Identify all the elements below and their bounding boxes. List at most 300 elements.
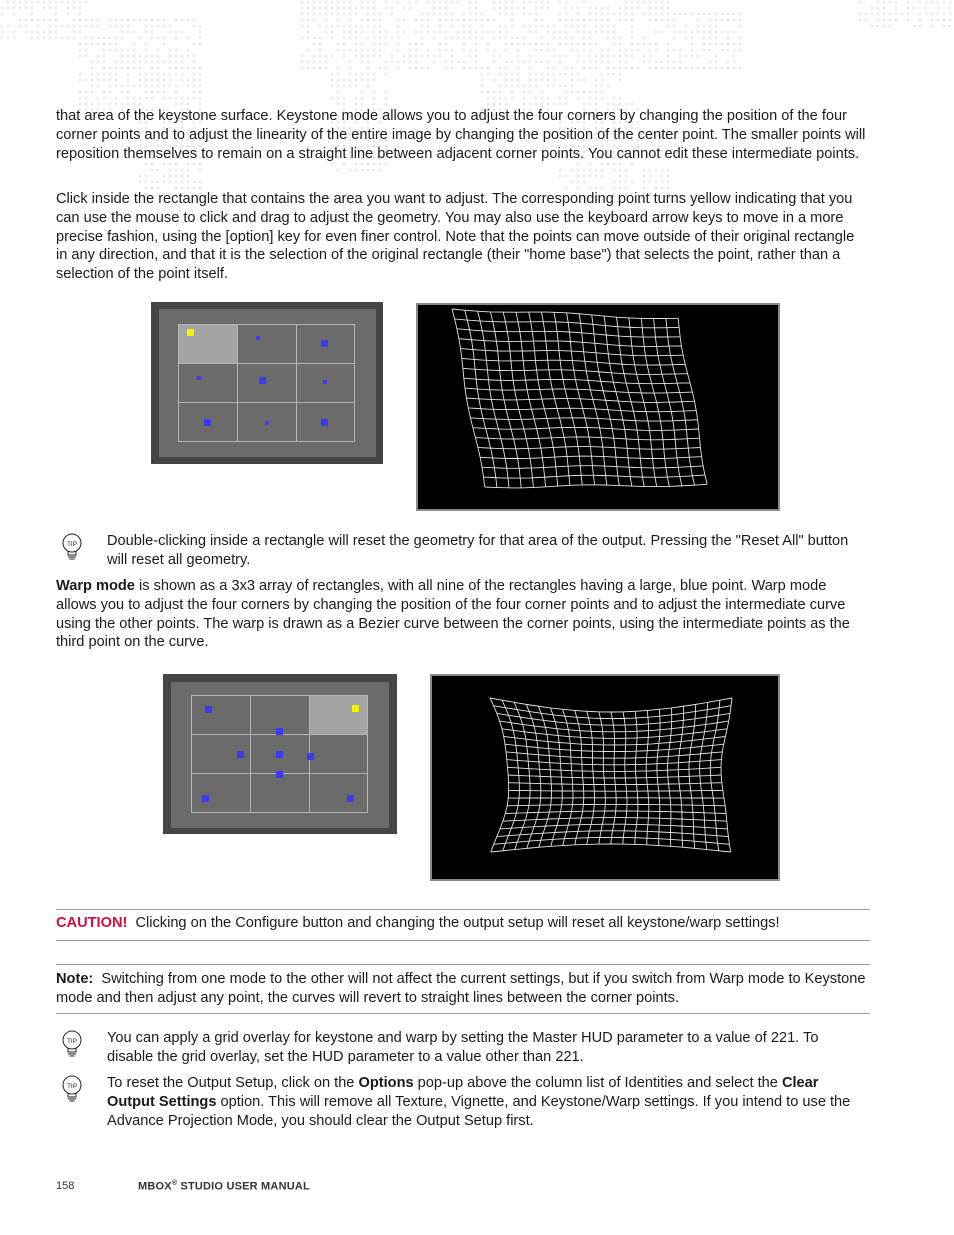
map-dot: [619, 175, 621, 177]
map-dot: [415, 61, 417, 63]
map-dot: [541, 25, 543, 27]
map-dot: [703, 49, 705, 51]
map-dot: [337, 25, 339, 27]
warp-point[interactable]: [276, 771, 283, 778]
map-dot: [91, 67, 93, 69]
map-dot: [361, 19, 363, 21]
map-dot: [655, 67, 657, 69]
map-dot: [85, 19, 87, 21]
map-dot: [697, 67, 699, 69]
map-dot: [727, 43, 729, 45]
map-dot: [559, 43, 561, 45]
map-dot: [181, 181, 183, 183]
map-dot: [361, 97, 363, 99]
map-dot: [649, 7, 651, 9]
map-dot: [439, 43, 441, 45]
map-dot: [349, 25, 351, 27]
map-dot: [661, 19, 663, 21]
map-dot: [367, 169, 369, 171]
map-dot: [331, 55, 333, 57]
warp-point-selected[interactable]: [352, 705, 359, 712]
manual-title-brand: MBOX: [138, 1180, 172, 1193]
map-dot: [631, 25, 633, 27]
map-dot: [49, 31, 51, 33]
map-dot: [703, 67, 705, 69]
map-dot: [451, 49, 453, 51]
map-dot: [661, 187, 663, 189]
map-dot: [655, 19, 657, 21]
map-dot: [667, 175, 669, 177]
map-dot: [145, 73, 147, 75]
map-dot: [175, 91, 177, 93]
map-dot: [151, 169, 153, 171]
map-dot: [475, 13, 477, 15]
map-dot: [541, 49, 543, 51]
warp-cell-8[interactable]: [250, 773, 310, 813]
map-dot: [355, 13, 357, 15]
warp-cell-7[interactable]: [191, 773, 251, 813]
map-dot: [1, 37, 3, 39]
map-dot: [85, 55, 87, 57]
map-dot: [547, 25, 549, 27]
map-dot: [181, 187, 183, 189]
map-dot: [181, 61, 183, 63]
grid-line: [579, 314, 607, 485]
map-dot: [85, 43, 87, 45]
map-dot: [319, 7, 321, 9]
keystone-point-corner[interactable]: [204, 419, 211, 426]
map-dot: [541, 91, 543, 93]
map-dot: [175, 49, 177, 51]
map-dot: [595, 25, 597, 27]
map-dot: [403, 31, 405, 33]
map-dot: [343, 25, 345, 27]
warp-point[interactable]: [205, 706, 212, 713]
map-dot: [19, 7, 21, 9]
map-dot: [865, 19, 867, 21]
map-dot: [103, 49, 105, 51]
map-dot: [379, 169, 381, 171]
map-dot: [619, 187, 621, 189]
map-dot: [463, 49, 465, 51]
map-dot: [673, 49, 675, 51]
keystone-cell-2[interactable]: [237, 324, 297, 364]
map-dot: [523, 91, 525, 93]
keystone-point-selected[interactable]: [187, 329, 194, 336]
map-dot: [7, 37, 9, 39]
map-dot: [559, 61, 561, 63]
map-dot: [79, 7, 81, 9]
map-dot: [949, 13, 951, 15]
map-dot: [481, 85, 483, 87]
map-dot: [373, 19, 375, 21]
map-dot: [337, 7, 339, 9]
map-dot: [589, 49, 591, 51]
map-dot: [139, 37, 141, 39]
map-dot: [607, 31, 609, 33]
warp-cell-9[interactable]: [309, 773, 368, 813]
map-dot: [37, 1, 39, 3]
map-dot: [85, 97, 87, 99]
map-dot: [55, 7, 57, 9]
map-dot: [355, 43, 357, 45]
map-dot: [667, 49, 669, 51]
map-dot: [565, 187, 567, 189]
map-dot: [145, 187, 147, 189]
map-dot: [79, 25, 81, 27]
map-dot: [409, 55, 411, 57]
map-dot: [367, 37, 369, 39]
map-dot: [181, 19, 183, 21]
warp-cell-3[interactable]: [309, 695, 368, 735]
map-dot: [655, 43, 657, 45]
map-dot: [313, 19, 315, 21]
map-dot: [547, 79, 549, 81]
map-dot: [895, 13, 897, 15]
map-dot: [433, 55, 435, 57]
map-dot: [361, 169, 363, 171]
map-dot: [115, 43, 117, 45]
map-dot: [529, 67, 531, 69]
map-dot: [337, 103, 339, 105]
map-dot: [865, 13, 867, 15]
map-dot: [583, 25, 585, 27]
map-dot: [619, 13, 621, 15]
map-dot: [67, 37, 69, 39]
map-dot: [439, 13, 441, 15]
map-dot: [367, 67, 369, 69]
warp-output-preview: [430, 674, 780, 881]
map-dot: [601, 25, 603, 27]
map-dot: [319, 1, 321, 3]
map-dot: [73, 31, 75, 33]
map-dot: [409, 1, 411, 3]
map-dot: [571, 169, 573, 171]
page-number: 158: [56, 1180, 75, 1192]
map-dot: [595, 187, 597, 189]
map-dot: [415, 55, 417, 57]
map-dot: [121, 31, 123, 33]
map-dot: [169, 73, 171, 75]
map-dot: [469, 19, 471, 21]
map-dot: [361, 61, 363, 63]
map-dot: [343, 55, 345, 57]
map-dot: [481, 91, 483, 93]
map-dot: [337, 91, 339, 93]
keystone-cell-4[interactable]: [178, 363, 238, 403]
map-dot: [547, 49, 549, 51]
keystone-grid-overlay: [418, 305, 778, 509]
map-dot: [655, 181, 657, 183]
map-dot: [121, 91, 123, 93]
map-dot: [127, 103, 129, 105]
map-dot: [25, 31, 27, 33]
map-dot: [385, 61, 387, 63]
map-dot: [301, 37, 303, 39]
map-dot: [589, 55, 591, 57]
map-dot: [457, 31, 459, 33]
map-dot: [433, 61, 435, 63]
map-dot: [517, 43, 519, 45]
map-dot: [487, 49, 489, 51]
map-dot: [445, 43, 447, 45]
map-dot: [577, 175, 579, 177]
map-dot: [541, 61, 543, 63]
map-dot: [163, 43, 165, 45]
map-dot: [7, 25, 9, 27]
map-dot: [901, 13, 903, 15]
map-dot: [595, 19, 597, 21]
map-dot: [607, 7, 609, 9]
map-dot: [487, 43, 489, 45]
map-dot: [109, 91, 111, 93]
map-dot: [523, 97, 525, 99]
map-dot: [661, 61, 663, 63]
map-dot: [631, 37, 633, 39]
map-dot: [337, 73, 339, 75]
map-dot: [301, 13, 303, 15]
map-dot: [595, 61, 597, 63]
map-dot: [643, 175, 645, 177]
map-dot: [139, 73, 141, 75]
map-dot: [115, 25, 117, 27]
map-dot: [91, 91, 93, 93]
map-dot: [565, 7, 567, 9]
map-dot: [613, 97, 615, 99]
map-dot: [475, 55, 477, 57]
map-dot: [505, 43, 507, 45]
map-dot: [613, 43, 615, 45]
map-dot: [607, 49, 609, 51]
map-dot: [571, 37, 573, 39]
warp-point[interactable]: [347, 795, 354, 802]
map-dot: [661, 67, 663, 69]
map-dot: [139, 97, 141, 99]
warp-point[interactable]: [307, 753, 314, 760]
map-dot: [517, 49, 519, 51]
map-dot: [145, 49, 147, 51]
map-dot: [481, 25, 483, 27]
keystone-cell-5[interactable]: [237, 363, 297, 403]
map-dot: [163, 25, 165, 27]
map-dot: [655, 1, 657, 3]
map-dot: [583, 169, 585, 171]
map-dot: [871, 25, 873, 27]
map-dot: [355, 85, 357, 87]
map-dot: [469, 13, 471, 15]
map-dot: [577, 43, 579, 45]
map-dot: [643, 13, 645, 15]
warp-point[interactable]: [276, 751, 283, 758]
map-dot: [163, 181, 165, 183]
warp-point[interactable]: [237, 751, 244, 758]
map-dot: [31, 13, 33, 15]
map-dot: [415, 19, 417, 21]
map-dot: [97, 103, 99, 105]
map-dot: [133, 67, 135, 69]
map-dot: [61, 25, 63, 27]
map-dot: [55, 13, 57, 15]
map-dot: [397, 19, 399, 21]
map-dot: [109, 43, 111, 45]
map-dot: [499, 55, 501, 57]
map-dot: [103, 79, 105, 81]
warp-point[interactable]: [202, 795, 209, 802]
map-dot: [601, 61, 603, 63]
map-dot: [121, 25, 123, 27]
map-dot: [409, 43, 411, 45]
map-dot: [637, 67, 639, 69]
map-dot: [709, 49, 711, 51]
map-dot: [199, 31, 201, 33]
map-dot: [169, 79, 171, 81]
map-dot: [625, 103, 627, 105]
map-dot: [637, 1, 639, 3]
map-dot: [415, 43, 417, 45]
map-dot: [589, 7, 591, 9]
map-dot: [157, 61, 159, 63]
map-dot: [481, 13, 483, 15]
click-inside-paragraph: Click inside the rectangle that contains the area you want to adjust. The corresponding point turns yellow indicating that you can use the mouse to click and drag to adjust the geometry. You may also use the keyboard arrow keys to move in a more precise fashion, using the [option] key for even finer control. Note that the points can move outside of their original rectangle in any direction, and that it is the selection of the original rectangle (their "home base") that selects the point, rather than a selection of the point itself.: [56, 191, 855, 283]
map-dot: [631, 19, 633, 21]
map-dot: [337, 19, 339, 21]
map-dot: [739, 37, 741, 39]
map-dot: [673, 13, 675, 15]
map-dot: [619, 55, 621, 57]
map-dot: [877, 13, 879, 15]
map-dot: [535, 1, 537, 3]
map-dot: [319, 43, 321, 45]
map-dot: [535, 49, 537, 51]
map-dot: [445, 31, 447, 33]
map-dot: [133, 43, 135, 45]
map-dot: [145, 181, 147, 183]
map-dot: [427, 13, 429, 15]
map-dot: [613, 181, 615, 183]
map-dot: [607, 37, 609, 39]
map-dot: [169, 49, 171, 51]
map-dot: [691, 37, 693, 39]
map-dot: [589, 37, 591, 39]
map-dot: [139, 103, 141, 105]
map-dot: [607, 55, 609, 57]
map-dot: [583, 79, 585, 81]
map-dot: [511, 19, 513, 21]
map-dot: [877, 25, 879, 27]
map-dot: [655, 7, 657, 9]
map-dot: [727, 67, 729, 69]
map-dot: [343, 79, 345, 81]
map-dot: [919, 1, 921, 3]
grid-line: [478, 447, 701, 450]
warp-cell-1[interactable]: [191, 695, 251, 735]
map-dot: [307, 7, 309, 9]
keystone-point-corner[interactable]: [321, 419, 328, 426]
tip-text-part: pop-up above the column list of Identities and select the: [413, 1075, 782, 1091]
map-dot: [109, 85, 111, 87]
map-dot: [535, 19, 537, 21]
map-dot: [685, 13, 687, 15]
map-dot: [667, 181, 669, 183]
keystone-point-center[interactable]: [259, 377, 266, 384]
map-dot: [535, 103, 537, 105]
map-dot: [109, 67, 111, 69]
map-dot: [499, 7, 501, 9]
map-dot: [319, 13, 321, 15]
map-dot: [541, 7, 543, 9]
map-dot: [661, 181, 663, 183]
map-dot: [949, 25, 951, 27]
map-dot: [379, 13, 381, 15]
map-dot: [463, 13, 465, 15]
map-dot: [415, 1, 417, 3]
map-dot: [709, 61, 711, 63]
map-dot: [889, 19, 891, 21]
registered-mark: ®: [171, 1180, 178, 1187]
map-dot: [439, 19, 441, 21]
map-dot: [529, 103, 531, 105]
map-dot: [481, 73, 483, 75]
map-dot: [85, 91, 87, 93]
map-dot: [511, 97, 513, 99]
map-dot: [733, 43, 735, 45]
map-dot: [715, 67, 717, 69]
map-dot: [625, 181, 627, 183]
map-dot: [367, 85, 369, 87]
map-dot: [517, 37, 519, 39]
map-dot: [535, 85, 537, 87]
map-dot: [619, 61, 621, 63]
map-dot: [325, 7, 327, 9]
map-dot: [355, 55, 357, 57]
map-dot: [379, 67, 381, 69]
map-dot: [619, 97, 621, 99]
map-dot: [61, 1, 63, 3]
warp-cell-6[interactable]: [309, 734, 368, 774]
map-dot: [373, 25, 375, 27]
map-dot: [493, 79, 495, 81]
map-dot: [145, 61, 147, 63]
map-dot: [595, 103, 597, 105]
map-dot: [121, 67, 123, 69]
map-dot: [331, 7, 333, 9]
map-dot: [181, 175, 183, 177]
map-dot: [703, 37, 705, 39]
map-dot: [907, 19, 909, 21]
map-dot: [493, 37, 495, 39]
map-dot: [733, 61, 735, 63]
map-dot: [397, 37, 399, 39]
map-dot: [145, 85, 147, 87]
map-dot: [157, 91, 159, 93]
map-dot: [457, 1, 459, 3]
map-dot: [367, 7, 369, 9]
map-dot: [373, 97, 375, 99]
map-dot: [79, 55, 81, 57]
map-dot: [925, 1, 927, 3]
map-dot: [433, 31, 435, 33]
warp-point[interactable]: [276, 728, 283, 735]
map-dot: [595, 13, 597, 15]
map-dot: [601, 79, 603, 81]
map-dot: [43, 31, 45, 33]
keystone-point-corner[interactable]: [321, 340, 328, 347]
map-dot: [601, 7, 603, 9]
map-dot: [385, 37, 387, 39]
map-dot: [169, 67, 171, 69]
map-dot: [547, 85, 549, 87]
map-dot: [679, 55, 681, 57]
